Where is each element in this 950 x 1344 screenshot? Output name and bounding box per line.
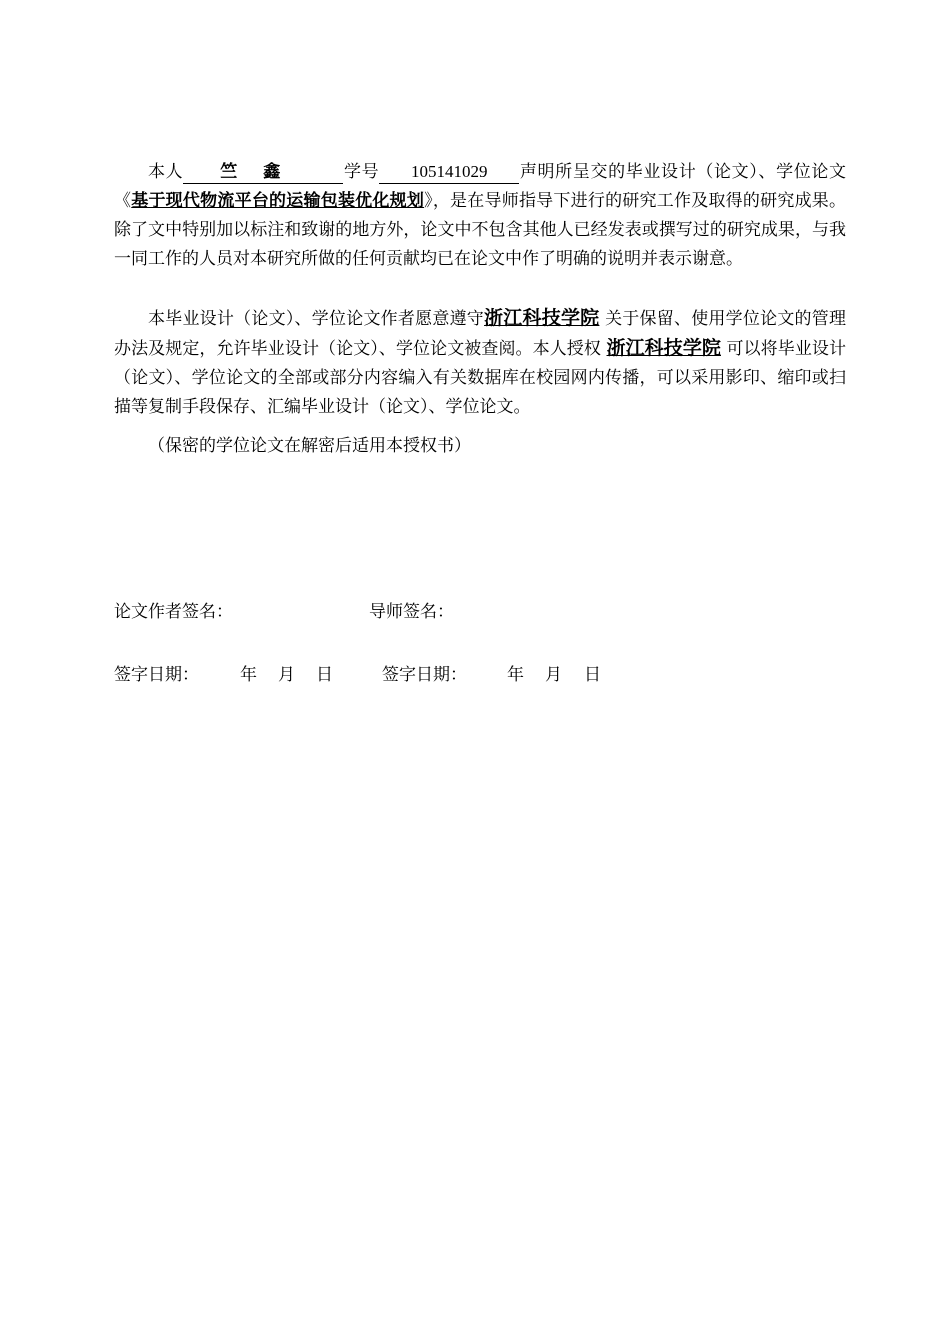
- authorization-text-3: 可以将毕业设计（论文）、学位论文的全部或部分内容编入有关数据库在校园网内传播，可以采用影印、缩印或扫描等复制手段保存、汇编毕业设计（论文）、学位论文。: [114, 339, 847, 417]
- supervisor-date-month: 月: [545, 665, 562, 685]
- declaration-text-after-title: 》，是在导师指导下进行的研究工作及取得的研究成果。除了文中特别加以标注和致谢的地方外，论文中不包含其他人已经发表或撰写过的研究成果，与我一同工作的人员对本研究所做的任何贡献均已在论文中作了明确的说明并表示谢意。: [114, 191, 847, 269]
- supervisor-signature-label: 导师签名：: [369, 602, 454, 622]
- author-date-year: 年: [240, 665, 257, 685]
- author-signature-label: 论文作者签名：: [114, 602, 233, 622]
- author-date-day: 日: [316, 665, 333, 685]
- supervisor-date-day: 日: [584, 665, 601, 685]
- confidential-note: （保密的学位论文在解密后适用本授权书）: [148, 436, 471, 456]
- author-date-month: 月: [278, 665, 295, 685]
- supervisor-date-label: 签字日期：: [382, 665, 467, 685]
- declaration-prefix: 本人: [148, 162, 184, 182]
- student-id-label: 学号: [343, 162, 380, 182]
- originality-declaration: [114, 158, 846, 274]
- authorization-statement: [114, 304, 846, 422]
- author-date-label: 签字日期：: [114, 665, 199, 685]
- author-name-field: 竺鑫: [183, 161, 343, 184]
- declaration-text-before-title: 声明所呈交的毕业设计（论文）、学位论文《: [114, 162, 847, 211]
- supervisor-date-year: 年: [507, 665, 524, 685]
- student-id-field: 105141029: [379, 161, 519, 184]
- school-name-2: 浙江科技学院: [606, 337, 721, 359]
- thesis-title: 基于现代物流平台的运输包装优化规划: [131, 191, 425, 211]
- authorization-text-1: 本毕业设计（论文）、学位论文作者愿意遵守: [148, 309, 485, 329]
- school-name-1: 浙江科技学院: [484, 307, 600, 329]
- authorization-text-2: 关于保留、使用学位论文的管理办法及规定，允许毕业设计（论文）、学位论文被查阅。本人授权: [114, 309, 847, 359]
